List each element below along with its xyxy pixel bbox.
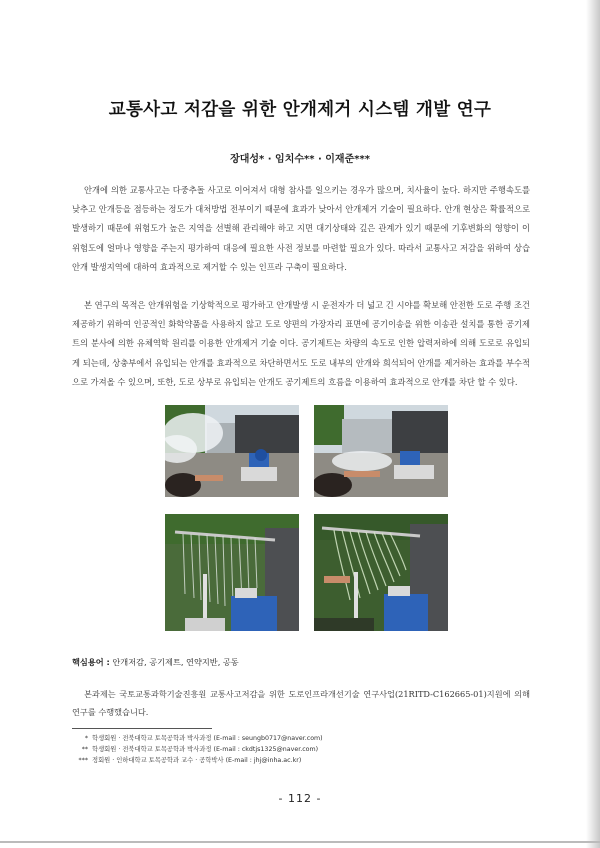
- footnote-mark: ***: [78, 757, 88, 764]
- page-number: - 112 -: [278, 792, 322, 805]
- paper-title: 교통사고 저감을 위한 안개제거 시스템 개발 연구: [108, 100, 492, 120]
- fog-spray-photo-2: [314, 405, 448, 497]
- bottom-rule: [0, 841, 600, 843]
- keywords-text: 안개저감, 공기제트, 연약지반, 공동: [112, 657, 239, 667]
- footnote-text: 정회원 · 인하대학교 토목공학과 교수 · 공학박사 (E-mail : jhj@inha.ac.kr): [92, 757, 302, 764]
- keywords-line: [72, 657, 239, 668]
- footnote-item: [72, 744, 472, 755]
- author-line: 장대성* · 임치수** · 이재준***: [230, 154, 370, 165]
- footnote-rule: [72, 728, 212, 729]
- footnotes: [72, 733, 472, 766]
- footnote-mark: *: [84, 735, 88, 742]
- footnote-item: [72, 755, 472, 766]
- fog-screen-photo-1: [165, 514, 299, 631]
- acknowledgement: 본과제는 국토교통과학기술진흥원 교통사고저감을 위한 도로인프라개선기술 연구사업(21RITD-C162665-01)지원에 의해 연구를 수행했습니다.: [72, 689, 530, 717]
- footnote-text: 학생회원 · 전북대학교 토목공학과 박사과정 (E-mail : ckdtjs1325@naver.com): [92, 746, 319, 753]
- page-edge-shadow: [586, 0, 600, 848]
- footnote-mark: **: [81, 746, 88, 753]
- body-paragraph-1: [72, 181, 530, 277]
- paragraph-text: 안개에 의한 교통사고는 다중추돌 사고로 이어져서 대형 참사를 일으키는 경우가 많으며, 치사율이 높다. 하지만 주행속도를 낮추고 안개등을 점등하는 정도가 대처방법 전부이기 때문에 효과가 낮아서 안개제거 기술이 필요하다. 안개 현상은 확률적으로 발생하기 때문에 위험도가 높은 지역을 선별해 관리해야 하고 지면 대기상태와 깊은 관계가 있기 때문에 기후변화의 영향이 이 위험도에 얼마나 영향을 주는지 평가하여 대응에 필요한 사전 정보를 마련할 필요가 있다. 따라서 교통사고 저감을 위하여 상습 안개 발생지역에 대하여 효과적으로 제거할 수 있는 인프라 구축이 필요하다.: [72, 185, 530, 272]
- footnote-text: 학생회원 · 전북대학교 토목공학과 박사과정 (E-mail : seungb0717@naver.com): [92, 735, 323, 742]
- fog-screen-photo-2: [314, 514, 448, 631]
- paragraph-text: 본 연구의 목적은 안개위험을 기상학적으로 평가하고 안개발생 시 운전자가 더 넓고 긴 시야를 확보해 안전한 도로 주행 조건 제공하기 위하여 인공적인 화학약품을 사용하지 않고 도로 양편의 가장자리 표면에 공기이송을 위한 이송관 설치를 통한 공기제트의 분사에 의한 유체역학 원리를 이용한 안개제거 기술 이다. 공기제트는 차량의 속도로 인한 압력저하에 의해 도로로 유입되게 되는데, 상충부에서 유입되는 안개를 효과적으로 차단하면서도 도로 내부의 안개와 희석되어 안개를 제거하는 효과를 부수적으로 가져올 수 있으며, 또한, 도로 상부로 유입되는 안개도 공기제트의 흐름을 이용하여 효과적으로 안개를 차단 할 수 있다.: [72, 300, 530, 387]
- fog-spray-photo-1: [165, 405, 299, 497]
- keywords-label: 핵심용어 :: [72, 657, 110, 667]
- body-paragraph-2: [72, 296, 530, 392]
- footnote-item: [72, 733, 472, 744]
